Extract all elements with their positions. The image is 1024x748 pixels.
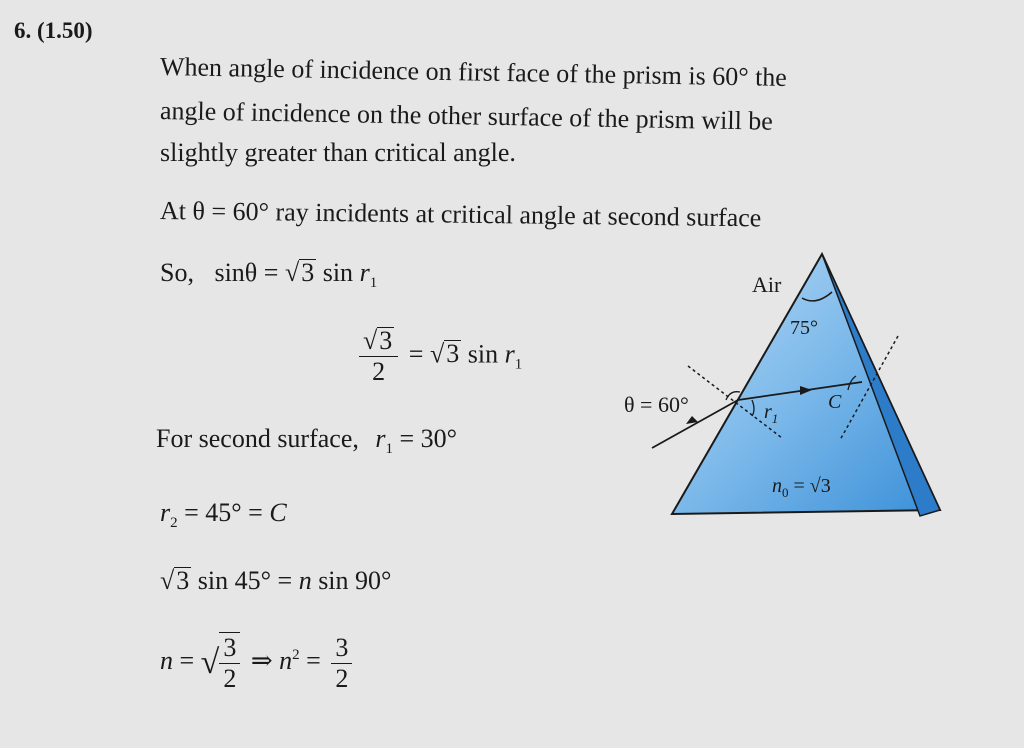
- eq6-num2: 3: [331, 633, 352, 664]
- eq1-lhs: sinθ =: [214, 258, 285, 287]
- eq6-n2: n: [279, 645, 293, 675]
- eq6-den2: 2: [335, 663, 349, 693]
- equation-2: $\frac{√3}{2}$ = √3 $\sin r_1$: [355, 326, 522, 387]
- eq5-rhs: sin 90°: [311, 566, 392, 595]
- eq3-text: For second surface,: [156, 424, 359, 453]
- eq6-arrow: ⇒: [244, 645, 280, 675]
- equation-5: √3 sin 45° = n sin 90°: [160, 566, 392, 595]
- air-label: Air: [752, 272, 782, 297]
- equation-6: n = √ $\frac{3}{2}$ ⇒ $n^2$ = $\frac{3}{2}$: [160, 632, 356, 694]
- eq4-var: r: [160, 498, 171, 527]
- eq4-rhs: = 45° =: [177, 498, 270, 527]
- eq6-eq2: =: [299, 645, 328, 675]
- eq6-sup: 2: [292, 646, 300, 663]
- eq1-root: 3: [301, 258, 315, 287]
- eq2-den: 2: [372, 357, 386, 386]
- eq2-fraction: $\frac{√3}{2}$: [359, 326, 398, 387]
- eq2-eq: =: [402, 339, 430, 369]
- eq6-fraction-2: [331, 633, 352, 694]
- theta-label: θ = 60°: [624, 392, 689, 417]
- eq4-c: C: [269, 498, 287, 527]
- r1-label: $r_1$: [764, 401, 779, 426]
- eq4-sub: 2: [170, 515, 178, 531]
- para-line-1: When angle of incidence on first face of the prism is 60° the: [159, 52, 788, 92]
- eq2-root: 3: [446, 339, 460, 369]
- eq3-rhs: = 30°: [393, 424, 458, 453]
- para-line-3: slightly greater than critical angle.: [160, 138, 516, 167]
- eq6-eq: =: [173, 645, 201, 675]
- para-line-2: angle of incidence on the other surface of the prism will be: [159, 96, 774, 136]
- eq5-n: n: [298, 566, 312, 595]
- eq6-fraction: [219, 632, 240, 694]
- eq5-mid: sin 45° =: [191, 566, 299, 595]
- eq6-num: 3: [219, 633, 240, 664]
- eq6-n: n: [160, 645, 173, 675]
- eq2-rhs: sin: [461, 339, 505, 369]
- eq2-sub: 1: [514, 356, 523, 373]
- equation-1: So, sinθ = √3 $\sin r_1$: [160, 258, 378, 291]
- para-line-4: At θ = 60° ray incidents at critical angle at second surface: [159, 196, 762, 233]
- apex-angle-label: 75°: [790, 317, 818, 339]
- equation-3: [156, 424, 457, 458]
- eq2-var: r: [504, 339, 515, 369]
- question-number: 6. (1.50): [14, 18, 93, 43]
- eq6-den: 2: [223, 664, 237, 693]
- refractive-index-label: $n_0 = √3$: [772, 475, 831, 500]
- eq1-var: r: [359, 258, 370, 287]
- so-label: So,: [160, 258, 194, 287]
- eq2-num-root: 3: [379, 326, 393, 355]
- prism-diagram: [560, 240, 980, 540]
- eq5-root: 3: [176, 566, 190, 595]
- eq1-rhs: sin: [316, 258, 360, 287]
- eq3-sub: 1: [385, 441, 393, 457]
- equation-4: [160, 498, 287, 532]
- critical-angle-label: C: [828, 391, 842, 413]
- eq1-sub: 1: [369, 275, 378, 291]
- eq3-var: r: [375, 424, 386, 453]
